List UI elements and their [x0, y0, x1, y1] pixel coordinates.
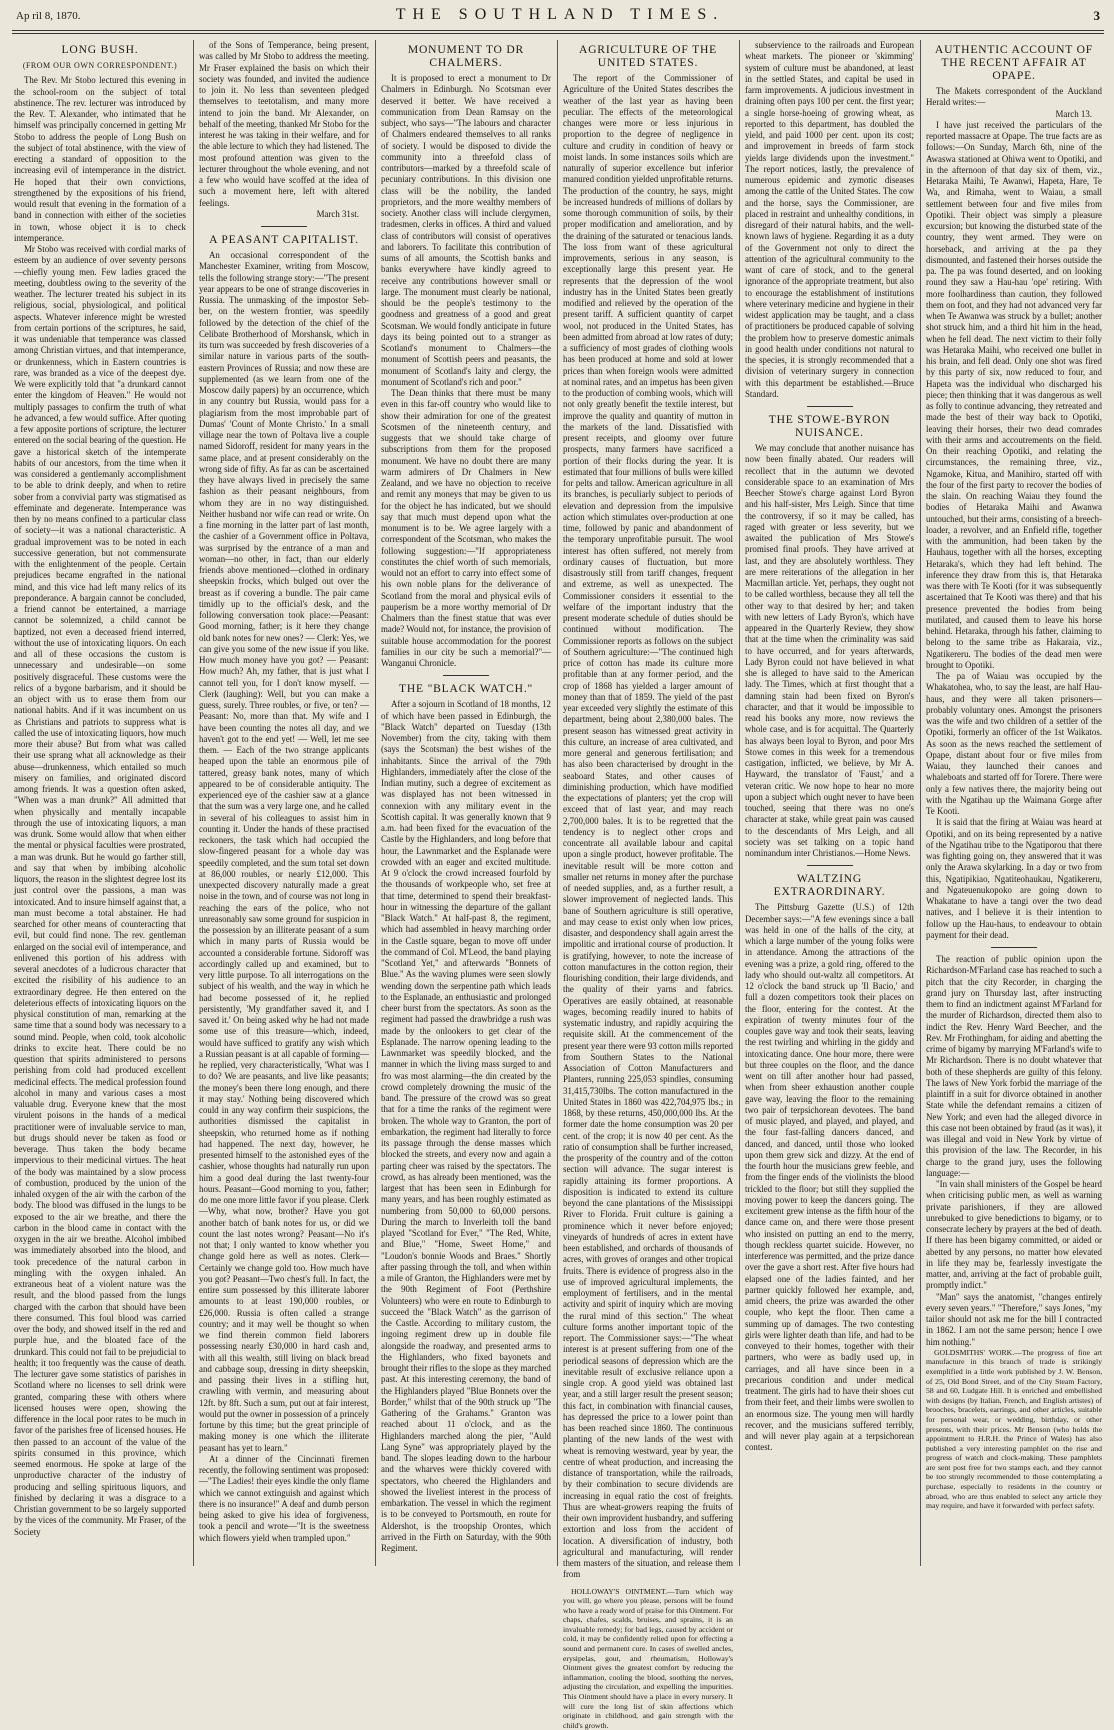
article-heading-long-bush: LONG BUSH. — [14, 43, 186, 56]
article-paragraph: subservience to the railroads and European wheat markets. The pioneer or 'skimming' system of culture must be abandoned, at least in the settled States, and capital be used in farm improvements. A judicious investment in draining often pays 100 per cent. the first year; a single horse-hoeing of growing wheat, as reported to this department, has doubled the yield, and paid 1000 per cent. upon its cost; and improvement in breeds of farm stock yields large dividends upon the investment." The report notices, lastly, the prevalence of numerous epidemic and zymotic diseases among the cattle of the United States. The cow and the horse, says the Commissioner, are placed in restraint and unhealthy conditions, in disregard of their natural habits, and the well-known laws of hygiene. Regarding it as a duty of the Government not only to direct the attention of the agricultural community to the want of care of stock, and to the general ignorance of the appropriate treatment, but also to encourage the establishment of institutions where veterinary medicine and hygiene in their widest application may be taught, and a class of practitioners be produced capable of solving the problem how to preserve domestic animals in good health under conditions not natural to the species, it is strongly recommended that a division of veterinary surgery in connection with this department be established.—Bruce Standard. — [745, 40, 914, 400]
article-heading-opape: AUTHENTIC ACCOUNT OF THE RECENT AFFAIR AT OPAPE. — [926, 43, 1102, 82]
article-paragraph: The report of the Commissioner of Agriculture of the United States describes the weather of the last year as having been peculiar. The effects of the meteorological changes were more or less injurious in proportion to the degree of negligence in culture and crudity in condition of heavy or moist lands. In some instances soils which are naturally of superior excellence but inferior manured condition yielded unprofitable returns. The production of the country, he says, might be increased hundreds of millions of dollars by some thorough communition of soils, by their proper modification and amelioration, and by the draining of the saturated or tenacious lands. The loss from want of these agricultural improvements, serious in any season, is exceptionally large this present year. He represents that the depression of the wool industry has in the United States been greatly modified and relieved by the operation of the present tariff. A sufficient quantity of carpet wool, not produced in the United States, has been admitted from abroad at low rates of duty; a sufficiency of most grades of clothing wools has been produced at home and sold at lower prices than when foreign wools were admitted at nominal rates, and an impetus has been given to the production of combing wools, which will not only greatly benefit the textile interest, but improve the quality and quantity of mutton in the markets of the land. Dissatisfied with present receipts, and gloomy over future prospects, many farmers have sacrificed a portion of their flocks during the year. It is estimated that four millions of bulls were killed for pelts and tallow. American agriculture in all its branches, is peculiarly subject to periods of elevation and depression from the impulsive action which stimulates over-production at one time, followed by panic and abandonment of the temporary unprofitable pursuit. The wool interest has often suffered, not merely from ordinary causes of fluctuation, but more disastrously still from tariff changes, frequent and extreme, as well as unexpected. The Commissioner considers it essential to the welfare of the important industry that the present moderate schedule of duties should be continued without modification. The Commissioner reports as follows on the subject of Southern agriculture:—"The continued high price of cotton has made its culture more profitable than at any former period, and the crop of 1868 has yielded a larger amount of money than that of 1859. The yield of the past year exceeded very slightly the estimate of this department, being about 2,380,000 bales. The present season has witnessed great activity in this culture, an increase of area cultivated, and more general and generous fertilisation; and has also been characterised by drought in the seaboard States, and other causes of diminishing production, which have modified the expectations of planters; yet the crop will exceed that of last year, and may reach 2,700,000 bales. It is to be regretted that the tendency is to neglect other crops and concentrate all available labour and capital upon a single product, however profitable. The inevitable result will be more cotton and smaller net returns in money after the purchase of needed supplies, and, as a further result, a slower improvement of neglected lands. This bane of Southern agriculture is still operative, and may cease to exist only when low prices, disaster, and despondency shall again arrest the impolitic and irrational course of production. It is gratifying, however, to note the increase of cotton manufactures in the cotton region, their flourishing condition, their large dividends, and the quality of their yarns and fabrics. Operatives are easily obtained, at reasonable wages, becoming readily inured to habits of systematic industry, and rapidly acquiring the requisite skill. At the commencement of the present year there were 93 cotton mills reported from Southern States to the National Association of Cotton Manufacturers and Planters, running 225,053 spindles, consuming 31,415,730lbs. The cotton manufactured in the United States in 1860 was 422,704,975 lbs.; in 1868, by these returns, 450,000,000 lbs. At the former date the home consumption was 20 per cent. of the crop; it is now 40 per cent. As the ratio of consumption shall be further increased, the prosperity of the country and of the cotton section will advance. The sugar interest is rapidly attaining its former proportions. A disposition is indicated to extend its culture beyond the cane plantations of the Mississippi River to Florida. Fruit culture is gaining a prominence which it never before enjoyed; vineyards of hundreds of acres in extent have been established, and orchards of thousands of acres, with groves of oranges and other tropical fruits. There is evidence of progress also in the use of improved agricultural implements, the employment of fertilisers, and in the mental activity and spirit of inquiry which are moving the rural mind of this section." The wheat culture forms another important topic of the report. The Commissioner says:—"The wheat interest is at present suffering from one of the periodical seasons of depression which are the inevitable result of exclusive reliance upon a single crop. A good yield was obtained last year, and a still larger result the present season; this fact, in combination with financial causes, has depressed the price to a lower point than has been reached since 1860. The continuous planting of the new lands of the west with wheat is removing westward, year by year, the centre of wheat production, and increasing the distance of transportation, while the railroads, by their combination to secure dividends are increasing in equal ratio the cost of freights. Thus are wheat-growers reaping the fruits of their own improvident husbandry, and suffering extortion and loss from the accident of location. A diversification of industry, both agricultural and manufacturing, will render them masters of the situation, and release them from — [563, 73, 733, 1581]
article-paragraph: The Makets correspondent of the Auckland Herald writes:— — [926, 86, 1102, 109]
section-rule — [807, 865, 853, 866]
section-rule — [991, 947, 1037, 948]
article-heading-stowe-byron: THE STOWE-BYRON NUISANCE. — [745, 413, 914, 439]
column-divider — [920, 40, 921, 1566]
column-5 — [745, 40, 914, 1564]
section-rule — [261, 226, 307, 227]
article-paragraph: The reaction of public opinion upon the Richardson-M'Farland case has reached to such a pitch that the city Recorder, in charging the grand jury on Thursday last, after instructing them to find an indictment against M'Farland for the murder of Richardson, directed them also to indict the Rev. Henry Ward Beecher, and the Rev. Mr Frothingham, for aiding and abetting the crime of bigamy by marrying M'Farland's wife to Mr Richardson. There is no doubt whatever that both of these shepherds are guilty of this felony. The laws of New York forbid the marriage of the plaintiff in a suit for divorce obtained in another State while the defendant remains a citizen of New York; and even had the alleged divorce in this case not been obtained by fraud (as it was), it was illegal and void in New York by virtue of this provision of the law. The Recorder, in his charge to the grand jury, uses the following language:— — [926, 954, 1102, 1179]
masthead-rule — [12, 30, 1104, 31]
article-paragraph: It is said that the firing at Waiau was heard at Opotiki, and on its being represented by a native of the Ngatihau tribe to the Ngatiporou that there was fighting going on, they answered that it was only the Arawa skylarking. In a day or two from this, Ngatipikiao, Ngatiteohaukau, Ngatikereru, and Ngateuenukopoko are going down to Whakatane to have a tangi over the two dead natives, and I believe it is their intention to follow up the Hau-haus, to endeavour to obtain payment for their dead. — [926, 817, 1102, 941]
article-heading-waltzing: WALTZING EXTRAORDINARY. — [745, 872, 914, 898]
column-1 — [14, 40, 186, 1564]
article-paragraph: After a sojourn in Scotland of 18 months, 12 of which have been passed in Edinburgh, the "Black Watch" departed on Tuesday (13th November) from the city, taking with them (says the Scotsman) the best wishes of the inhabitants. Since the arrival of the 79th Highlanders, immediately after the close of the Indian mutiny, such a degree of excitement as was displayed has not been witnessed in connexion with any military event in the Scottish capital. It was generally known that 9 a.m. had been fixed for the evacuation of the Castle by the Highlanders, and long before that hour, the Lawnmarket and the Esplanade were crowded with an eager and excited multitude. At 9 o'clock the crowd increased fourfold by the thousands of workpeople who, set free at that time, determined to spend their breakfast-hour in witnessing the departure of the gallant "Black Watch." At half-past 8, the regiment, which had assembled in heavy marching order in the Castle square, began to move off under the command of Col. M'Leod, the band playing "Scotland Yet," and afterwards "Bonnets of Blue." As the waving plumes were seen slowly wending down the serpentine path which leads to the Esplanade, an enthusiastic and prolonged cheer burst from the spectators. As soon as the regiment had passed the drawbridge a rush was made by the onlookers to get clear of the Esplanade. The narrow opening leading to the Lawnmarket was speedily blocked, and the manner in which the living mass surged to and fro was most alarming—the din created by the crowd completely drowning the music of the band. The pressure of the crowd was so great that for a time the ranks of the regiment were broken. The whole way to Granton, the port of embarkation, the regiment had literally to force its passage through the dense masses which blocked the streets, and every now and again a parting cheer was raised by the spectators. The crowd, as has already been mentioned, was the largest that has been seen in Edinburgh for many years, and has been roughly estimated as numbering from 50,000 to 60,000 persons. During the march to Inverleith toll the band played "Scotland for Ever," "The Red, White, and Blue," "Home, Sweet Home," and "Loudon's bonnie Woods and Braes." Shortly after passing through the toll, and when within a mile of Granton, the Highlanders were met by the 90th Regiment of Foot (Perthshire Volunteers) who were en route to Edinburgh to succeed the "Black Watch" as the garrison of the Castle. According to military custom, the ingoing regiment drew up in double file alongside the roadway, and presented arms to the Highlanders, who fixed bayonets and brought their rifles to the slope as they marched past. At this interesting ceremony, the band of the Highlanders played "Blue Bonnets over the Border," whilst that of the 90th struck up "The Gathering of the Grahams." Granton was reached about 11 o'clock, and as the Highlanders marched along the pier, "Auld Lang Syne" was appropriately played by the band. The slopes leading down to the harbour and the wharves were thickly covered with spectators, who cheered the Highlanders and showed the liveliest interest in the process of embarkation. The vessel in which the regiment is to be conveyed to Portsmouth, en route for Aldershot, is the troopship Orontes, which arrived in the Firth on Saturday, with the 90th Regiment. — [381, 699, 551, 1554]
masthead-title: THE SOUTHLAND TIMES. — [300, 6, 820, 24]
column-6 — [926, 40, 1102, 1564]
column-divider — [375, 40, 376, 1566]
column-2 — [199, 40, 369, 1564]
section-rule — [443, 675, 489, 676]
article-paragraph: The Pittsburg Gazette (U.S.) of 12th December says:—"A few evenings since a ball was held in one of the halls of the city, at which a large number of the young folks were in attendance. Among the attractions of the evening was a prize, a gold ring, offered to the lady who should out-waltz all competitors. At 12 o'clock the band struck up 'Il Bacio,' and full a dozen competitors took their places on the floor, entering for the contest. At the expiration of twenty minutes four of the couples gave way and took their seats, leaving the rest twirling and whirling in the giddy and intoxicating dance. One hour more, there were but three couples on the floor, and the dance went on till after another hour had passed, when from sheer exhaustion another couple gave way, leaving the floor to the remaining two pair of terpsichorean devotees. The band of music played, and played, and played, and the four fast-falling dancers danced, and danced, and danced, until those who looked upon them grew sick and dizzy. At the end of the fourth hour the musicians grew feeble, and from the finger ends of the violinists the blood trickled to the floor; but still they supplied the moving power to keep the dancers going. The excitement grew intense as the fifth hour of the dance came on, and there were those present who insisted on putting an end to the merry, though reckless quartet suicide. However, no interference was permitted, and the prize dance over the gave a short rest. After five hours had elapsed one of the ladies fainted, and her partner quickly followed her example, and, amid cheers, the prize was awarded the other couple, who kept the floor. Then came a summing up of damages. The two contesting girls were lighter death than life, and had to be conveyed to their homes, together with their partners, who were as badly used up, in carriages, and all have since been in a precarious condition and under medical treatment. The girls had to have their shoes cut from their feet, and their limbs were swollen to an enormous size. The young men will hardly recover, and the musicians suffered terribly, and will never play again at a terpsichorean contest. — [745, 902, 914, 1453]
article-paragraph: An occasional correspondent of the Manchester Examiner, writing from Moscow, tells the following strange story:—"The present year appears to be one of strange discoveries in Russia. The unmasking of the impostor Seb-ber, on the western frontier, was speedily followed by the detection of the chief of the Celibate Brotherhood of Morshansk, which in its turn was succeeded by fresh discoveries of a similar nature in various parts of the south-eastern Provinces of Russia; and now these are supplemented (as we learn from one of the Moscow daily papers) by an occurrence, which in any country but Russia, would pass for a plagiarism from the most improbable part of Dumas' 'Count of Monte Christo.' In a small village near the town of Poltava live a couple named Sidoroff, resident for many years in the same place, and at present considerably on the wrong side of fifty. As far as can be ascertained they have always lived in precisely the same fashion as their peasant neighbours, from whom they are in no way distinguished. Neither husband nor wife can read or write. On a fine morning in the latter part of last month, the cashier of a Government office in Poltava, was surprised by the entrance of a man and woman—no other, in fact, than our elderly friends above mentioned—clothed in ordinary sheepskin frocks, which bulged out over the breast as if covering a bundle. The pair came timidly up to the official's desk, and the following conversation took place:—Peasant: Good morning, father; is it here they change old bank notes for new ones? — Clerk: Yes, we can give you some of the new issue if you like. How much money have you got? — Peasant: How much? Ah, my father, that is just what I cannot tell you, for I don't know myself. — Clerk (laughing): Well, but you can make a guess, surely. Three roubles, or five, or ten? — Peasant: No, more than that. My wife and I have been counting the notes all day, and we haven't got to the end yet! — Well, let me see them. — Each of the two strange applicants heaped upon the table an enormous pile of tattered, greasy bank notes, many of which appeared to be of considerable antiquity. The experienced eye of the cashier saw at a glance that the sum was a very large one, and he called in several of his colleagues to assist him in counting it. Under the hands of these practised reckoners, the task which had occupied the slow-fingered peasant for a whole day was speedily completed, and the sum total set down at 86,000 roubles, or nearly £12,000. This unexpected discovery naturally made a great noise in the town, and of course was not long in reaching the ears of the police, who not unreasonably saw some ground for suspicion in the possession by an illiterate peasant of a sum which in many parts of Russia would be accounted a considerable fortune. Sidoroff was accordingly called up and examined, but to very little purpose. To all interrogations on the subject of his wealth, and the way in which he had become possessed of it, he replied persistently, 'My grandfather saved it, and I saved it.' On being asked why he had not made some use of this treasure—which, indeed, would have sufficed to gratify any wish which a Russian peasant is at all capable of forming—he replied, very characteristically, 'What was I to do? We are peasants, and live like peasants; the money's been there long enough, and there it may stay.' Nothing being discovered which could in any way confirm their suspicions, the authorities dismissed the capitalist in sheepskin, who returned home as if nothing had happened. The next day, however, he presented himself to the astonished eyes of the cashier, whose thoughts had naturally run upon him a good deal during the last twenty-four hours. Peasant—Good morning to you, father; do me one more little favor if you please. Clerk—Why, what now, brother? Have you got another batch of bank notes for us, or did we count the last notes wrong? Peasant—No it's not that; I only wanted to know whether you change gold here as well as notes. Clerk—Certainly we change gold too. How much have you got? Peasant—Two chest's full. In fact, the entire sum possessed by this illiterate laborer amounts to at least 190,000 roubles, or £26,000. Russia is often called a strange country; and it may well be thought so when we find therein common field laborers possessing nearly £30,000 in hard cash and, with all this wealth, still living on black bread and cabbage soup, dressing in dirty sheepskin, and passing their lives in a stifling hut, crawling with vermin, and measuring about 12ft. by 8ft. Such a sum, put out at fair interest, would put the owner in possession of a princely fortune by this time; but the great principle of making money is one which the illiterate peasant has yet to learn." — [199, 250, 369, 1454]
masthead-date: Ap ril 8, 1870. — [16, 10, 80, 22]
article-paragraph: The Dean thinks that there must be many even in this far-off country who would like to show their admiration for one of the greatest Scotsmen of the nineteenth century, and suggests that we should take charge of subscriptions from them for the proposed monument. We have no doubt there are many warm admirers of Dr Chalmers in New Zealand, and we have no objection to receive and remit any moneys that may be given to us for the object he has indicated, but we should say that much must depend upon what the monument is to be. We agree largely with a correspondent of the Scotsman, who makes the following suggestion:—"If appropriateness constitutes the chief worth of such memorials, would not an effort to carry into effect some of his own noble plans for the deliverance of Scotland from the moral and physical evils of pauperism be a more worthy memorial of Dr Chalmers than the finest statue that was ever made? Would not, for instance, the provision of suitable house accommodation for the poorest families in our city be such a memorial?"—Wanganui Chronicle. — [381, 388, 551, 669]
column-divider — [557, 40, 558, 1566]
article-heading-peasant-capitalist: A PEASANT CAPITALIST. — [199, 233, 369, 246]
article-paragraph: The pa of Waiau was occupied by the Whakatohea, who, to say the least, are half Hau-haus, and they were all taken prisoners—probably voluntary ones. Amongst the prisoners was the wife and two children of a settler of the Opotiki, formerly an officer of the 1st Waikatos. As soon as the news reached the settlement of Opape, distant about four or five miles from Waiau, they launched their canoes and whaleboats and started off for Torere. There were only a few natives there, the majority being out with the Ngatihau up the Waimana Gorge after Te Kooti. — [926, 671, 1102, 817]
masthead-rule-lower — [12, 33, 1104, 34]
article-paragraph: At a dinner of the Cincinnati firemen recently, the following sentiment was proposed:—"The Ladies! their eyes kindle the only flame which we cannot extinguish and against which there is no insurance!" A deaf and dumb person being asked to give his idea of forgiveness, took a pencil and wrote—"It is the sweetness which flowers yield when trampled upon." — [199, 1454, 369, 1544]
article-paragraph: It is proposed to erect a monument to Dr Chalmers in Edinburgh. No Scotsman ever deserved it better. We have received a communication from Dean Ramsay on the subject, who says—"The labours and character of Chalmers endeared themselves to all ranks of society. I would be disposed to divide the community into a threefold class of contributors—marked by a threefold scale of pecuniary contributions. In this division one class will be the nobility, the landed proprietors, and the more wealthy members of society. Another class will include clergymen, tradesmen, clerks in offices. A third and valued class of contributors will consist of operatives and laborers. To facilitate this contribution of sums of all amounts, the Scottish banks and banks everywhere have kindly agreed to receive any contributions however small or large. The monument must clearly be national, should be the people's testimony to the goodness and greatness of a good and great Scotsman. We would fondly anticipate in future days its being pointed out to a stranger as Scotland's monument to Chalmers—the monument of Scottish peers and peasants, the monument of Scotland's laity and clergy, the monument of Scotland's rich and poor." — [381, 73, 551, 388]
page-number: 3 — [1094, 8, 1101, 24]
dateline: March 13. — [926, 109, 1102, 120]
dateline: March 31st. — [199, 209, 369, 220]
article-paragraph: "In vain shall ministers of the Gospel be heard when criticising public men, as well as warning private parishioners, if they are allowed unrebuked to give benedictions to bigamy, or to consecrate lechery by prayers at the bed of death. If there has been bigamy committed, or aided or abetted by any persons, no matter how elevated in life they may be, fearlessly investigate the matter, and, arriving at the fact of probable guilt, promptly indict." — [926, 1179, 1102, 1292]
article-paragraph: Mr Stobo was received with cordial marks of esteem by an audience of over seventy persons—chiefly young men. Few ladies graced the meeting, doubtless owing to the severity of the weather. The lecturer treated his subject in its religious, social, physiological, and political aspects. Whatever inference might be wrested from certain portions of the scriptures, he said, it was undeniable that temperance was classed among Christian virtues, and that intemperance, or drunkenness, which in Eastern countries is rare, was branded as a vice of the deepest dye. We were explicitly told that "a drunkard cannot enter the kingdom of Heaven." He would not multiply passages to confirm the truth of what he advanced, a few would suffice. After quoting a few apposite portions of scripture, the lecturer entered on the social bearing of the question. He gave a historical sketch of the intemperate habits of our ancestors, from the time when it was considered a gentlemanly accomplishment to be able to drink deeply, and when to retire sober from a convivial party was stigmatised as effeminate and degenerate. Intemperance was then by no means confined to a particular class of society—it was a national characteristic. A gradual improvement was to be noted in each successive generation, but not commensurate with the enlightenment of the people. Certain prejudices became engrafted in the national mind, and this vice had left many relics of its preponderance. A bargain cannot be concluded, a friend cannot be entertained, a marriage cannot be solemnized, a child cannot be baptized, not even a deceased friend interred, without the use of intoxicating liquors. On each and all of these occasions the custom is unnecessary and undesirable—on some positively disgraceful. These customs were the relics of a bygone barbarism, and it should be an object with us to erase them from our national habits. And if it was incumbent on us as Christians and patriots to suppress what is called the use of intoxicating liquors, how much more their abuse? But from what was called their use sprang what all acknowledge as their abuse—drunkenness, which entailed so much misery on families, and originated discord among friends. It was a question often asked, "When was a man drunk?" All admitted that when physically and mentally incapable through the use of intoxicating liquors, a man was drunk. Some would allow that when either the mental or physical faculties were prostrated, a man was drunk. But he would go farther still, and say that when by imbibing alcoholic liquors, the reason in the slightest degree lost its just control over the passions, a man was intoxicated. And to insure himself against that, a man must become a total abstainer. He had searched for other means of counteracting that evil, but could find none. The rev. gentleman enlarged on the social evil of intemperance, and enlivened this portion of his address with several anecdotes of a ludicrous character that excited the risibility of his audience to an extraordinary degree. He then entered on the deleterious effects of intoxicating liquors on the physical constitution of man, remarking at the same time that a sound body was necessary to a sound mind. People, when cold, took alcoholic drinks to excite heat. There could be no question that spirits administered to persons perishing from cold had produced excellent medicinal effects. The medical profession found alcohol in many and various cases a most valuable drug. Everyone knew that the most virulent poisons in the hands of a medical practitioner were of invaluable service to man, but drugs should never be taken as food or beverage. Thus taken the body became impervious to their medicinal virtues. The heat of the body was maintained by a slow process of combustion, produced by the union of the inhaled oxygen of the air with the carbon of the body. The blood was diffused in the lungs to be exposed to the air we breathe, and there the carbon in the blood came in contact with the oxygen in the air we breathe. Alcohol imbibed was immediately absorbed into the blood, and took precedence of the natural carbon in mingling with the oxygen inhaled. An extraneous heat of a violent nature was the result, and the blood passed from the lungs charged with the carbon that should have been there consumed. This foul blood was carried over the body, and showed itself in the red and purple hue, and the bloated face of the drunkard. This could not fail to be prejudicial to health; it too frequently was the cause of death. The lecturer gave some statistics of parishes in Scotland where no licenses to sell drink were granted, comparing these with others where licensed houses were open, showing the difference in the local poor rates to be much in favor of the parishes free of licensed houses. He then passed to an account of the value of the spirits consumed in this province, which seemed enormous. He spoke at large of the unproductive character of the industry of producing and selling spirituous liquors, and finished by declaring it was a disgrace to a Christian government to be so largely supported by the vices of the community. Mr Fraser, of the Society — [14, 244, 186, 1538]
article-heading-chalmers: MONUMENT TO DR CHALMERS. — [381, 43, 551, 69]
correspondent-line: (FROM OUR OWN CORRESPONDENT.) — [14, 60, 186, 71]
section-rule — [807, 406, 853, 407]
column-divider — [739, 40, 740, 1566]
article-paragraph: We may conclude that another nuisance has now been finally abated. Our readers will recollect that in the autumn we devoted considerable space to an examination of Mrs Beecher Stowe's charge against Lord Byron and his half-sister, Mrs Leigh. Since that time the controversy, if so it may be called, has raged with greater or less severity, but we awaited the publication of Mrs Stowe's promised final proofs. They have arrived at last, and they are absolutely worthless. They are mere reiterations of the allegation in her Macmillan article. Yet, perhaps, they ought not to be called worthless, because they all tell the other way to that desired by her; and taken with new letters of Lady Byron's, which have appeared in the Quarterly Review, they show that at the time when the criminality was said to have occurred, and for years afterwards, Lady Byron could not have believed in what she is alleged to have said to the American lady. The Times, which at first thought that a damning stain had been fixed on Byron's character, and that it would be impossible to read his books any more, now reviews the whole case, and is for acquittal. The Quarterly has always been loyal to Byron, and poor Mrs Stowe comes in this week for a tremendous castigation, inflicted, we believe, by Mr A. Hayward, the translator of 'Faust,' and a veteran critic. We now hope to hear no more upon a subject which ought never to have been touched, seeing that there was no one's character at stake, while great pain was caused to the descendants of Mrs Leigh, and all society was set talking on a topic hand nominandum inter Christianos.—Home News. — [745, 443, 914, 859]
advertisement-benson: GOLDSMITHS' WORK.—The progress of fine art manufacture in this branch of trade is strikingly exemplified in a little work published by J. W. Benson, of 25, Old Bond Street, and of the City Steam Factory, 58 and 60, Ludgate Hill. It is enriched and embellished with designs (by Italian, French, and English artistes) of brooches, bracelets, earrings, and other articles, suitable for personal wear, or wedding, birthday, or other presents, with their prices. Mr Benson (who holds the appointment to H.R.H. the Prince of Wales) has also published a very interesting pamphlet on the rise and progress of watch and clock-making. These pamphlets are sent post free for two stamps each, and they cannot be too strongly recommended to those contemplating a purchase, especially to residents in the country or abroad, who are thus enabled to select any article they may require, and have it forwarded with perfect safety. — [926, 1348, 1102, 1511]
article-paragraph: "Man" says the anatomist, "changes entirely every seven years." "Therefore," says Jones, "my tailor should not ask me for the bill I contracted in 1862. I am not the same person; hence I owe him nothing." — [926, 1292, 1102, 1348]
column-divider — [193, 40, 194, 1566]
article-paragraph: of the Sons of Temperance, being present, was called by Mr Stobo to address the meeting. Mr Fraser explained the basis on which their society was founded, and invited the audience to join it. No less than seventeen pledged themselves to teetotalism, and many more intend to join the band. Mr Alexander, on behalf of the meeting, thanked Mr Stobo for the interest he was taking in their welfare, and for the able lecture to which they had listened. The most profound attention was given to the lecturer throughout the whole evening, and not a few who would have scoffed at the idea of such a movement here, left with altered feelings. — [199, 40, 369, 209]
article-heading-black-watch: THE "BLACK WATCH." — [381, 682, 551, 695]
column-3 — [381, 40, 551, 1564]
article-paragraph: I have just received the particulars of the reported massacre at Opape. The true facts are as follows:—On Sunday, March 6th, nine of the Awaswa stationed at Ohiwa went to Opotiki, and in the afternoon of that day six of them, viz., Hetaraka Maihi, Te Awanwi, Hapeta, Hare, Te Wa, and Rimaha, went to Waiau, a small settlement between four and five miles from Opotiki. Their object was simply a pleasure excursion; but knowing the disturbed state of the country, they went armed. They were on horseback, and arriving at the pa they dismounted, and fastened their horses outside the pa. The pa was found deserted, and on looking round they saw a Hau-hau 'ope' retiring. With more foolhardiness than caution, they followed them on foot, and they had not advanced very far when Te Awanwa was struck by a bullet; another shot struck him, and a third hit him in the head, when he fell dead. The next victim to their folly was Hetaraka Maihi, who received one bullet in his brain, and fell dead. Only one shot was fired by this party of six, now reduced to four, and Hapeta was the individual who discharged his piece; then thinking that it was dangerous as well as folly to continue advancing, they retreated and made the best of their way back to Opotiki, leaving their horses, their two dead comrades with their arms and accoutrements on the field. On their reaching Opotiki, and relating the circumstances, the remaining three, viz., Ngamoke, Kitua, and Manihiro, started off with the four of the first party to recover the bodies of the slain. On reaching Waiau they found the bodies of Hetaraka Maihi and Awanwa untouched, but their arms, consisting of a breech-loader, a revolver, and an Enfield rifle, together with the ammunition, had been taken by the Hauhaus, together with all the horses, excepting Hetaraka's, which they had left behind. The inference they draw from this is, that Hetaraka was there with Te Kooti (for it was subsequently ascertained that Te Kooti was there) and that his presence prevented the bodies from being mutilated, and caused them to leave his horse behind. Hetaraka, through his father, claiming to belong to the same tribe as Hakaraia, viz., Ngatikereru. The bodies of the dead men were brought to Opotiki. — [926, 120, 1102, 671]
column-4 — [563, 40, 733, 1564]
article-heading-agriculture: AGRICULTURE OF THE UNITED STATES. — [563, 43, 733, 69]
article-paragraph: The Rev. Mr Stobo lectured this evening in the school-room on the subject of total abstinence. The rev. lecturer was introduced by the Rev. T. Alexander, who intimated that he himself was principally concerned in getting Mr Stobo to address the people of Long Bush on the subject of total abstinence, with the view of erecting a standard of opposition to the increasing evil of intemperance in the district. He hoped that their own convictions, strengthened by the expositions of his friend, would result that evening in the formation of a band in connection with either of the societies in town, whose object it is to check intemperance. — [14, 75, 186, 244]
advertisement-holloway: HOLLOWAY'S OINTMENT.—Turn which way you will, go where you please, persons will be found who have a ready word of praise for this Ointment. For chaps, chafes, scalds, bruises, and sprains, it is an invaluable remedy; for bad legs, caused by accident or cold, it may be confidently relied upon for effecting a sound and permanent cure. In cases of swelled ancles, erysipelas, gout, and rheumatism, Holloway's Ointment gives the greatest comfort by reducing the inflammation, cooling the blood, soothing the nerves, adjusting the circulation, and expelling the impurities. This Ointment should have a place in every nursery. It will cure the long list of skin affections which originate in childhood, and gain strength with the child's growth. — [563, 1587, 733, 1730]
